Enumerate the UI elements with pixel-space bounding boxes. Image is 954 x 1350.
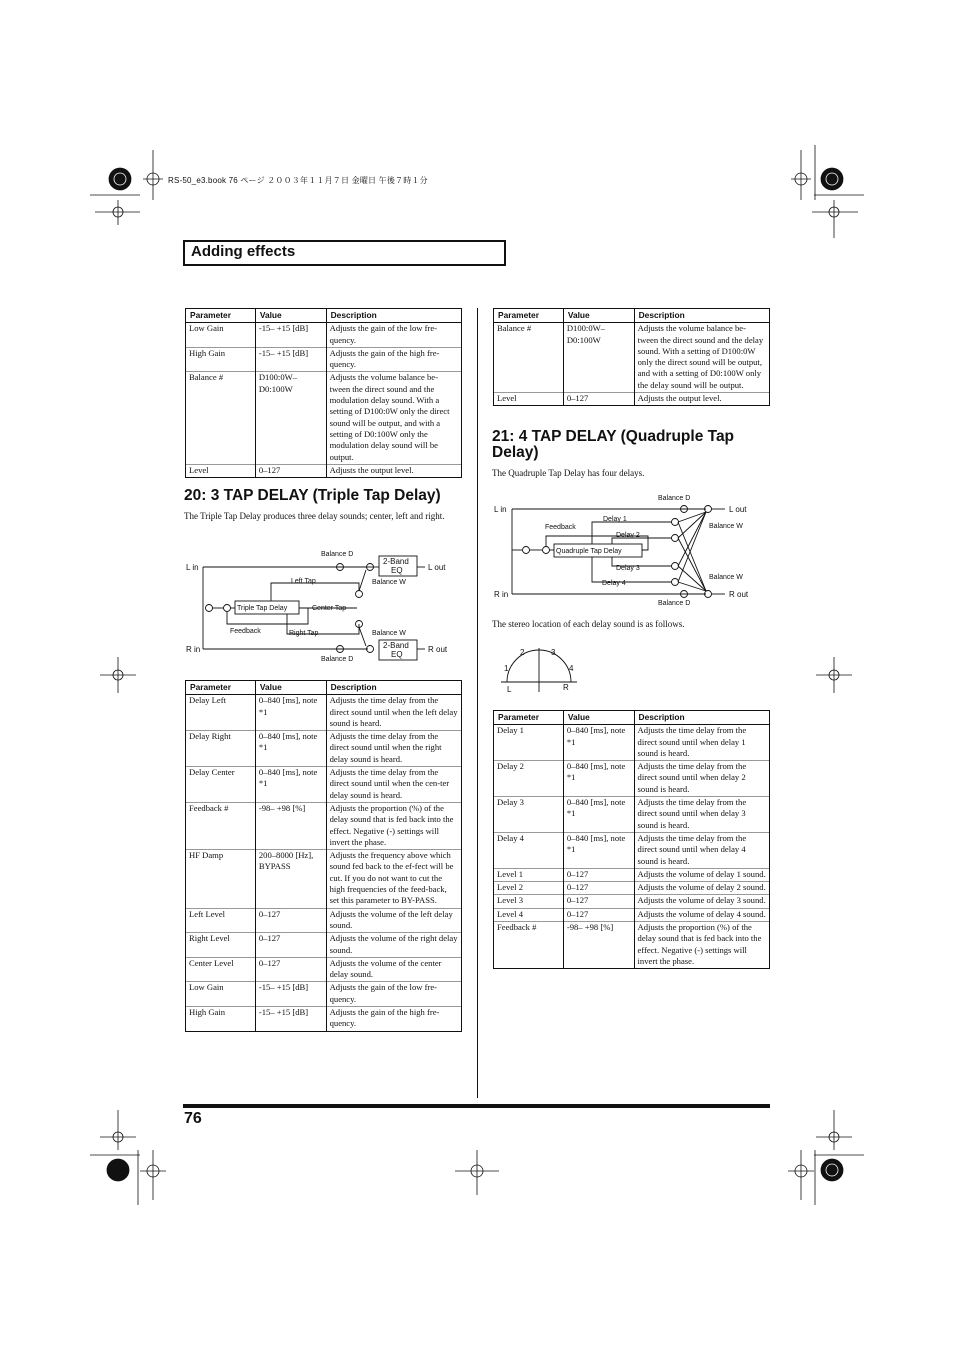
param-cell: Delay 4 xyxy=(494,832,564,868)
diagram20-balance-d-top: Balance D xyxy=(321,551,354,558)
diagram20-eq-top-2: EQ xyxy=(391,566,403,575)
value-cell: D100:0W– D0:100W xyxy=(563,323,634,393)
stereo-r: R xyxy=(563,683,569,692)
param-cell: Delay Right xyxy=(186,731,256,767)
section-20-title: 20: 3 TAP DELAY (Triple Tap Delay) xyxy=(184,487,441,504)
param-cell: High Gain xyxy=(186,347,256,372)
diagram20-balance-w-bottom: Balance W xyxy=(372,630,406,637)
table-21-parameters xyxy=(493,710,770,969)
section-21-stereo-note: The stereo location of each delay sound is as follows. xyxy=(492,619,685,629)
description-cell: Adjusts the gain of the high fre-quency. xyxy=(326,347,461,372)
col-header-description: Description xyxy=(326,309,461,323)
table-row xyxy=(186,347,462,372)
table-row xyxy=(494,393,770,406)
table-row xyxy=(494,868,770,881)
stereo-3: 3 xyxy=(551,648,556,657)
diagram21-delay-1: Delay 1 xyxy=(603,516,627,523)
diagram20-r-out: R out xyxy=(428,645,448,654)
param-cell: Low Gain xyxy=(186,323,256,348)
table-top-right xyxy=(493,308,770,406)
value-cell: 0–127 xyxy=(255,957,326,982)
diagram21-delay-3: Delay 3 xyxy=(616,565,640,572)
value-cell: 0–127 xyxy=(563,868,634,881)
description-cell: Adjusts the proportion (%) of the delay sound that is fed back into the effect. Negative (-) settings will invert the phase. xyxy=(634,922,769,969)
param-cell: Delay 2 xyxy=(494,761,564,797)
table-row xyxy=(186,323,462,348)
file-info: RS-50_e3.book 76 ページ ２００３年１１月７日 金曜日 午後７時１分 xyxy=(168,176,428,185)
table-row xyxy=(186,933,462,958)
value-cell: 0–840 [ms], note *1 xyxy=(563,761,634,797)
value-cell: 0–127 xyxy=(563,393,634,406)
triple-tap-delay-diagram xyxy=(183,548,463,663)
value-cell: 0–840 [ms], note *1 xyxy=(255,695,326,731)
diagram20-l-out: L out xyxy=(428,563,446,572)
param-cell: Low Gain xyxy=(186,982,256,1007)
param-cell: Balance # xyxy=(494,323,564,393)
diagram20-r-in: R in xyxy=(186,645,201,654)
table-row xyxy=(494,882,770,895)
col-header-description: Description xyxy=(634,309,769,323)
diagram20-left-tap: Left Tap xyxy=(291,578,316,585)
param-cell: Left Level xyxy=(186,908,256,933)
table-row xyxy=(186,372,462,464)
diagram21-delay-2: Delay 2 xyxy=(616,532,640,539)
diagram21-balance-w-bottom: Balance W xyxy=(709,574,743,581)
col-header-value: Value xyxy=(255,681,326,695)
param-cell: Level 4 xyxy=(494,908,564,921)
description-cell: Adjusts the volume of the left delay sound. xyxy=(326,908,461,933)
param-cell: Level xyxy=(186,464,256,477)
table-row xyxy=(494,922,770,969)
description-cell: Adjusts the output level. xyxy=(326,464,461,477)
description-cell: Adjusts the volume of delay 4 sound. xyxy=(634,908,769,921)
param-cell: HF Damp xyxy=(186,850,256,908)
param-cell: Feedback # xyxy=(186,802,256,849)
description-cell: Adjusts the time delay from the direct sound until when delay 4 sound is heard. xyxy=(634,832,769,868)
description-cell: Adjusts the time delay from the direct sound until when the cen-ter delay sound is heard. xyxy=(326,767,461,803)
value-cell: -15– +15 [dB] xyxy=(255,1007,326,1032)
col-header-value: Value xyxy=(563,711,634,725)
table-row xyxy=(186,957,462,982)
stereo-location-diagram xyxy=(495,642,595,702)
table-row xyxy=(186,982,462,1007)
diagram21-balance-d-top: Balance D xyxy=(658,495,691,502)
description-cell: Adjusts the volume of the center delay sound. xyxy=(326,957,461,982)
param-cell: High Gain xyxy=(186,1007,256,1032)
stereo-l: L xyxy=(507,685,512,694)
description-cell: Adjusts the time delay from the direct sound until when delay 2 sound is heard. xyxy=(634,761,769,797)
diagram20-right-tap: Right Tap xyxy=(289,630,319,637)
diagram20-block: Triple Tap Delay xyxy=(237,605,288,612)
param-cell: Level 1 xyxy=(494,868,564,881)
stereo-2: 2 xyxy=(520,648,525,657)
description-cell: Adjusts the gain of the high fre-quency. xyxy=(326,1007,461,1032)
section-20-intro: The Triple Tap Delay produces three delay sounds; center, left and right. xyxy=(184,511,445,521)
table-row xyxy=(494,797,770,833)
description-cell: Adjusts the time delay from the direct sound until when delay 3 sound is heard. xyxy=(634,797,769,833)
table-row xyxy=(494,908,770,921)
param-cell: Level xyxy=(494,393,564,406)
description-cell: Adjusts the volume balance be-tween the direct sound and the delay sound. With a setting of D100:0W only the direct sound will be output, and with a setting of D0:100W only the delay sound will be output. xyxy=(634,323,769,393)
value-cell: -15– +15 [dB] xyxy=(255,347,326,372)
bottom-rule xyxy=(183,1104,770,1108)
stereo-4: 4 xyxy=(569,664,574,673)
diagram21-block: Quadruple Tap Delay xyxy=(556,548,622,555)
table-row xyxy=(494,895,770,908)
value-cell: 0–127 xyxy=(563,908,634,921)
description-cell: Adjusts the gain of the low fre-quency. xyxy=(326,982,461,1007)
param-cell: Balance # xyxy=(186,372,256,464)
diagram20-feedback: Feedback xyxy=(230,628,261,635)
col-header-parameter: Parameter xyxy=(186,681,256,695)
page-header-title: Adding effects xyxy=(191,243,296,260)
table-row xyxy=(186,731,462,767)
diagram21-l-out: L out xyxy=(729,505,747,514)
value-cell: D100:0W– D0:100W xyxy=(255,372,326,464)
param-cell: Delay Center xyxy=(186,767,256,803)
description-cell: Adjusts the volume of the right delay sound. xyxy=(326,933,461,958)
param-cell: Delay 1 xyxy=(494,725,564,761)
value-cell: 0–127 xyxy=(255,908,326,933)
section-21-title-line2: Delay) xyxy=(492,444,539,461)
diagram21-r-in: R in xyxy=(494,590,509,599)
description-cell: Adjusts the volume of delay 1 sound. xyxy=(634,868,769,881)
value-cell: 0–127 xyxy=(255,933,326,958)
diagram21-r-out: R out xyxy=(729,590,749,599)
param-cell: Feedback # xyxy=(494,922,564,969)
value-cell: 0–127 xyxy=(255,464,326,477)
table-row xyxy=(494,761,770,797)
table-row xyxy=(186,802,462,849)
param-cell: Right Level xyxy=(186,933,256,958)
description-cell: Adjusts the volume balance be-tween the direct sound and the modulation delay sound. With a setting of D100:0W only the direct sound will be output, and with a setting of D0:100W only the modulation delay sound will be output. xyxy=(326,372,461,464)
table-row xyxy=(186,695,462,731)
section-21-title xyxy=(492,429,734,461)
diagram21-balance-d-bottom: Balance D xyxy=(658,600,691,607)
column-divider xyxy=(477,308,478,1098)
col-header-value: Value xyxy=(255,309,326,323)
value-cell: 0–840 [ms], note *1 xyxy=(563,797,634,833)
diagram20-balance-w-top: Balance W xyxy=(372,579,406,586)
diagram20-l-in: L in xyxy=(186,563,199,572)
diagram21-delay-4: Delay 4 xyxy=(602,580,626,587)
description-cell: Adjusts the time delay from the direct sound until when delay 1 sound is heard. xyxy=(634,725,769,761)
value-cell: -15– +15 [dB] xyxy=(255,982,326,1007)
description-cell: Adjusts the volume of delay 2 sound. xyxy=(634,882,769,895)
table-top-left xyxy=(185,308,462,478)
quadruple-tap-delay-diagram xyxy=(492,490,772,610)
table-row xyxy=(186,908,462,933)
diagram21-l-in: L in xyxy=(494,505,507,514)
diagram20-center-tap: Center Tap xyxy=(312,605,347,612)
description-cell: Adjusts the time delay from the direct sound until when the left delay sound is heard. xyxy=(326,695,461,731)
value-cell: 0–127 xyxy=(563,882,634,895)
col-header-parameter: Parameter xyxy=(494,309,564,323)
value-cell: -98– +98 [%] xyxy=(563,922,634,969)
col-header-value: Value xyxy=(563,309,634,323)
diagram20-eq-top: 2-Band xyxy=(383,557,409,566)
table-row xyxy=(494,725,770,761)
table-20-parameters xyxy=(185,680,462,1032)
param-cell: Delay 3 xyxy=(494,797,564,833)
value-cell: -98– +98 [%] xyxy=(255,802,326,849)
diagram21-feedback: Feedback xyxy=(545,524,576,531)
value-cell: 0–127 xyxy=(563,895,634,908)
value-cell: 0–840 [ms], note *1 xyxy=(255,767,326,803)
table-row xyxy=(494,323,770,393)
description-cell: Adjusts the time delay from the direct sound until when the right delay sound is heard. xyxy=(326,731,461,767)
table-row xyxy=(186,767,462,803)
table-row xyxy=(186,464,462,477)
diagram20-eq-bottom: 2-Band xyxy=(383,641,409,650)
value-cell: 0–840 [ms], note *1 xyxy=(255,731,326,767)
description-cell: Adjusts the gain of the low fre-quency. xyxy=(326,323,461,348)
table-row xyxy=(186,850,462,908)
section-21-title-line1: 21: 4 TAP DELAY (Quadruple Tap xyxy=(492,428,735,445)
description-cell: Adjusts the output level. xyxy=(634,393,769,406)
value-cell: 0–840 [ms], note *1 xyxy=(563,832,634,868)
diagram21-balance-w-top: Balance W xyxy=(709,523,743,530)
description-cell: Adjusts the volume of delay 3 sound. xyxy=(634,895,769,908)
description-cell: Adjusts the frequency above which sound fed back to the ef-fect will be cut. If you do not want to cut the high frequencies of the feed-back, set this parameter to BY-PASS. xyxy=(326,850,461,908)
param-cell: Center Level xyxy=(186,957,256,982)
col-header-parameter: Parameter xyxy=(494,711,564,725)
page-number: 76 xyxy=(184,1110,202,1127)
value-cell: 200–8000 [Hz], BYPASS xyxy=(255,850,326,908)
col-header-parameter: Parameter xyxy=(186,309,256,323)
table-row xyxy=(494,832,770,868)
param-cell: Level 2 xyxy=(494,882,564,895)
col-header-description: Description xyxy=(326,681,461,695)
stereo-1: 1 xyxy=(504,664,509,673)
table-row xyxy=(186,1007,462,1032)
diagram20-eq-bottom-2: EQ xyxy=(391,650,403,659)
col-header-description: Description xyxy=(634,711,769,725)
diagram20-balance-d-bottom: Balance D xyxy=(321,656,354,663)
value-cell: -15– +15 [dB] xyxy=(255,323,326,348)
param-cell: Delay Left xyxy=(186,695,256,731)
description-cell: Adjusts the proportion (%) of the delay sound that is fed back into the effect. Negative (-) settings will invert the phase. xyxy=(326,802,461,849)
section-21-intro: The Quadruple Tap Delay has four delays. xyxy=(492,468,645,478)
value-cell: 0–840 [ms], note *1 xyxy=(563,725,634,761)
param-cell: Level 3 xyxy=(494,895,564,908)
